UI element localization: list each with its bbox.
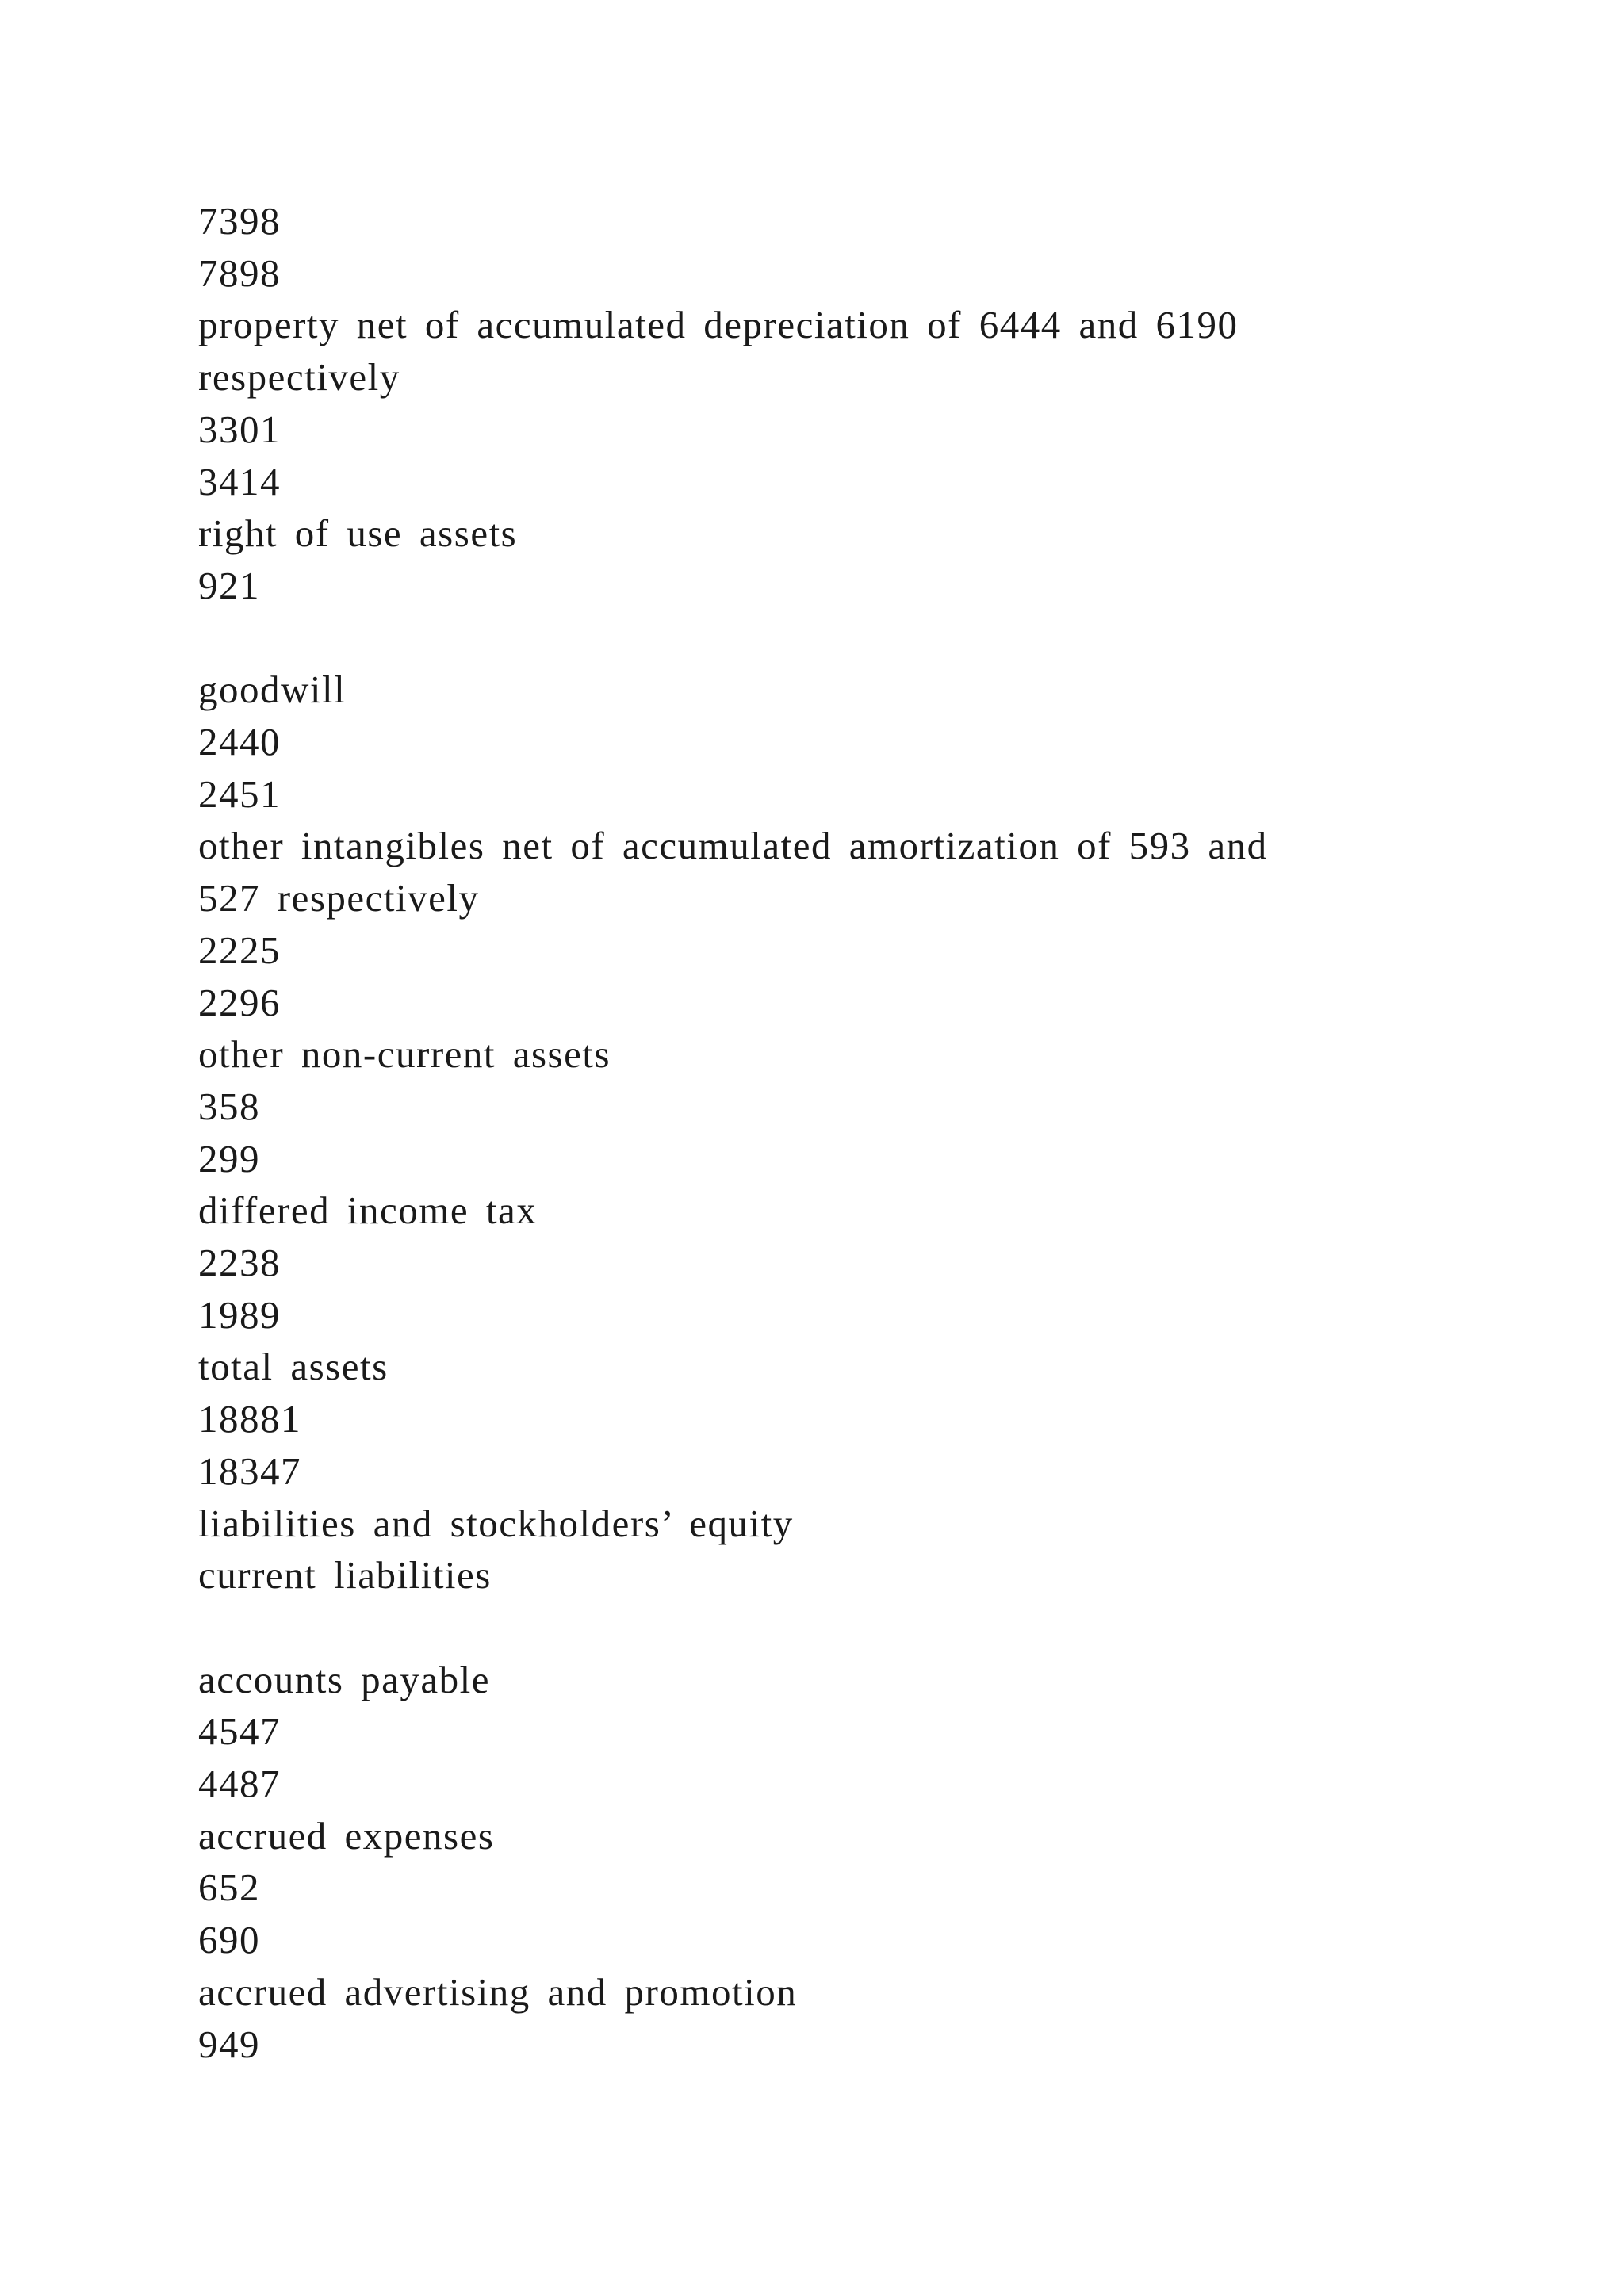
text-line: other intangibles net of accumulated amortization of 593 and <box>198 824 1268 868</box>
text-line: 690 <box>198 1918 260 1962</box>
text-line: differed income tax <box>198 1188 538 1233</box>
text-line: 1989 <box>198 1292 281 1337</box>
text-line: 2440 <box>198 720 281 764</box>
text-line: 7898 <box>198 251 281 295</box>
text-line: 3414 <box>198 459 281 503</box>
blank-line <box>198 1601 1435 1654</box>
text-line: 949 <box>198 2022 260 2066</box>
text-line: other non-current assets <box>198 1032 611 1077</box>
blank-line <box>198 612 1435 664</box>
text-line: current liabilities <box>198 1553 492 1598</box>
text-line: 2225 <box>198 928 281 972</box>
text-line: total assets <box>198 1345 389 1389</box>
text-line: 2296 <box>198 980 281 1024</box>
text-line: goodwill <box>198 668 347 712</box>
text-line: 2451 <box>198 771 281 816</box>
text-line: accounts payable <box>198 1657 491 1701</box>
text-line: 4487 <box>198 1762 281 1806</box>
text-line: 7398 <box>198 199 281 243</box>
text-line: liabilities and stockholders’ equity <box>198 1501 794 1545</box>
text-line: property net of accumulated depreciation of 6444 and 6190 <box>198 303 1239 347</box>
text-line: 3301 <box>198 407 281 451</box>
text-line: 652 <box>198 1866 260 1910</box>
document-body <box>198 195 1435 2070</box>
text-line: right of use assets <box>198 511 518 556</box>
text-line: respectively <box>198 355 400 400</box>
text-line: 4547 <box>198 1709 281 1754</box>
text-line: 2238 <box>198 1241 281 1285</box>
text-line: 921 <box>198 563 260 607</box>
text-line: accrued expenses <box>198 1813 495 1858</box>
text-line: 18881 <box>198 1397 301 1441</box>
text-line: 358 <box>198 1084 260 1128</box>
text-line: accrued advertising and promotion <box>198 1969 798 2014</box>
text-line: 527 respectively <box>198 876 480 920</box>
text-line: 18347 <box>198 1448 301 1493</box>
text-line: 299 <box>198 1136 260 1181</box>
